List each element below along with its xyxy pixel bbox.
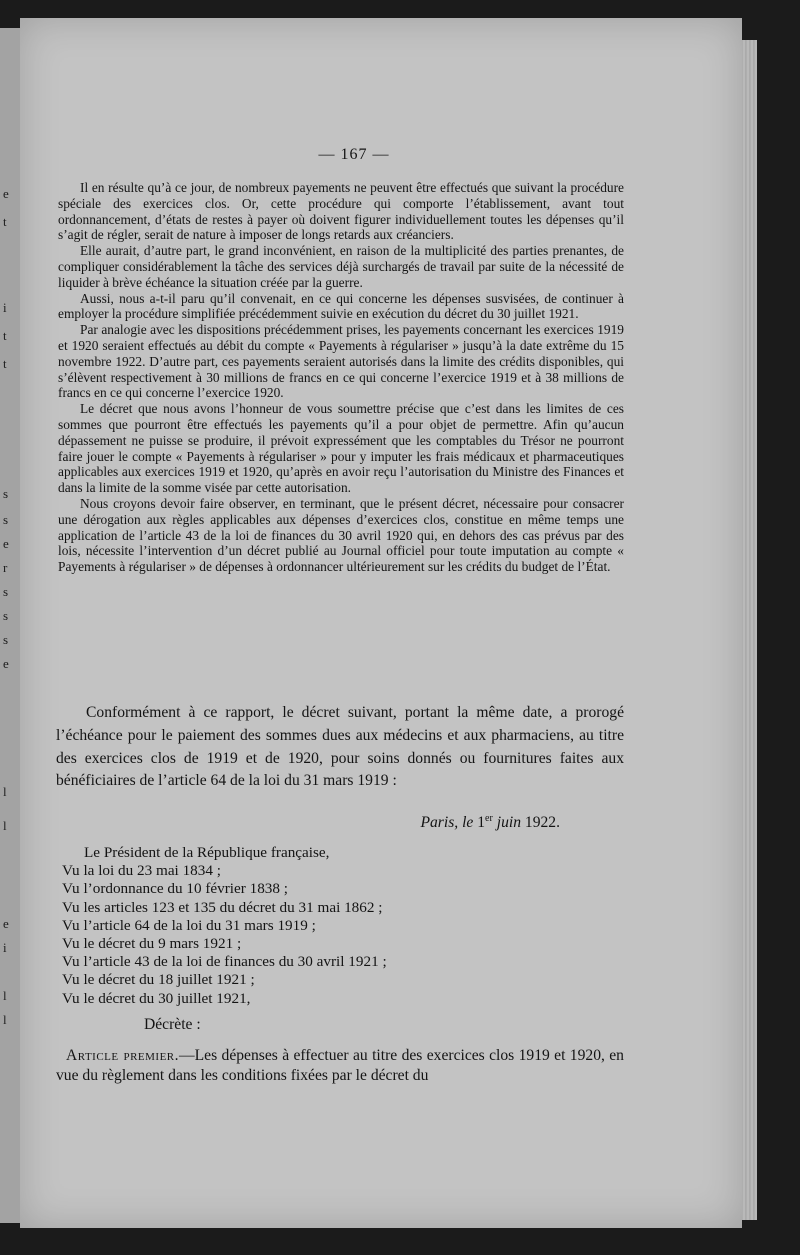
dateline-day: 1	[477, 814, 486, 832]
margin-letter: l	[3, 818, 7, 833]
article-text: —Les dépenses à effectuer au titre des exercices clos 1919 et 1920, en vue du règlement dans les conditions fixées par le décret du	[56, 1047, 624, 1084]
dateline-year: 1922.	[524, 814, 560, 832]
visa-line: Vu l’article 64 de la loi du 31 mars 1919 ;	[62, 916, 316, 934]
page-number: — 167 —	[318, 146, 390, 163]
report-text	[58, 180, 624, 575]
report-paragraph: Par analogie avec les dispositions précédemment prises, les payements concernant les exercices 1919 et 1920 seraient effectués au débit du compte « Payements à régulariser » jusqu’à la date extrême du 15 novembre 1922. D’autre part, ces payements seraient autorisés dans la limite des crédits disponibles, qui s’élèvent respectivement à 30 millions de francs en ce qui concerne l’exercice 1919 et à 38 millions de francs en ce qui concerne l’exercice 1920.	[58, 322, 624, 401]
visa-list	[62, 844, 622, 1008]
visa-line: Vu les articles 123 et 135 du décret du 31 mai 1862 ;	[62, 898, 383, 916]
margin-letter: e	[3, 916, 9, 931]
dateline-month: juin	[496, 814, 521, 832]
decree-introduction	[56, 702, 624, 793]
margin-letter: s	[3, 584, 9, 599]
margin-letter: s	[3, 632, 9, 647]
margin-letter: r	[3, 560, 8, 575]
margin-letter: t	[3, 356, 7, 371]
margin-letter: e	[3, 536, 9, 551]
margin-letter: e	[3, 186, 9, 201]
margin-letter: l	[3, 1012, 7, 1027]
report-paragraph: Il en résulte qu’à ce jour, de nombreux payements ne peuvent être effectués que suivant la procédure spéciale des exercices clos. Or, cette procédure qui comporte l’établissement, avant tout ordonnancement, d’états de restes à payer où doivent figurer individuellement toutes les dépenses qu’il s’agit de régler, serait de nature à imposer de longs retards aux créanciers.	[58, 180, 624, 243]
article-heading: Article premier.	[66, 1047, 180, 1064]
article-first	[56, 1046, 624, 1086]
margin-letter: e	[3, 656, 9, 671]
margin-letter: l	[3, 988, 7, 1003]
margin-letter: s	[3, 512, 9, 527]
dateline	[20, 813, 560, 832]
margin-letter: t	[3, 214, 7, 229]
report-paragraph: Elle aurait, d’autre part, le grand inconvénient, en raison de la multiplicité des parties prenantes, de compliquer considérablement la tâche des services déjà surchargés de travail par suite de la nécessité de liquider à brève échéance la situation créée par la guerre.	[58, 243, 624, 290]
margin-letter: s	[3, 608, 9, 623]
report-paragraph: Nous croyons devoir faire observer, en terminant, que le présent décret, nécessaire pour consacrer une dérogation aux règles applicables aux dépenses d’exercices clos, constitue en même temps une application de l’article 43 de la loi de finances du 30 avril 1920 qui, en dehors des cas prévus par des lois, nécessite l’intervention d’un décret publié au Journal officiel pour toute imputation au compte « Payements à régulariser » de dépenses à ordonnancer ultérieurement sur les crédits du budget de l’État.	[58, 495, 624, 575]
margin-letter: l	[3, 784, 7, 799]
margin-letter: i	[3, 300, 7, 315]
margin-letter: t	[3, 328, 7, 343]
article-paragraph	[56, 1046, 624, 1086]
visa-line: Le Président de la République française,	[84, 844, 330, 861]
visa-line: Vu le décret du 30 juillet 1921,	[62, 989, 251, 1007]
dateline-le: le	[462, 814, 474, 832]
visa-line: Vu la loi du 23 mai 1834 ;	[62, 862, 221, 880]
report-paragraph: Aussi, nous a-t-il paru qu’il convenait, en ce qui concerne les dépenses susvisées, de continuer à employer la procédure simplifiée précédemment suivie en exécution du décret du 30 juillet 1921.	[58, 290, 624, 322]
margin-letter: s	[3, 486, 9, 501]
report-paragraph: Le décret que nous avons l’honneur de vous soumettre précise que c’est dans les limites de ces sommes que pourront être effectués les payements qu’il a pour objet de permettre. Afin qu’aucun dépassement ne puisse se produire, il prévoit expressément que les comptables du Trésor ne pourront faire jouer le compte « Payements à régulariser » pour y imputer les frais médicaux et pharmaceutiques applicables aux exercices 1919 et 1920, qu’après en avoir reçu l’autorisation du Ministre des Finances et dans la limite de la somme visée par cette autorisation.	[58, 401, 624, 496]
document-page	[20, 18, 742, 1228]
decree-intro-paragraph: Conformément à ce rapport, le décret suivant, portant la même date, a prorogé l’échéance pour le paiement des sommes dues aux médecins et aux pharmaciens, au titre des exercices clos de 1919 et de 1920, pour soins donnés ou fournitures faites aux bénéficiaires de l’article 64 de la loi du 31 mars 1919 :	[56, 704, 624, 790]
visa-line: Vu le décret du 9 mars 1921 ;	[62, 935, 242, 953]
visa-line: Vu le décret du 18 juillet 1921 ;	[62, 971, 255, 989]
decrete-heading: Décrète :	[144, 1016, 201, 1033]
visa-line: Vu l’ordonnance du 10 février 1838 ;	[62, 880, 288, 898]
margin-letter: i	[3, 940, 7, 955]
dateline-day-suffix: er	[485, 813, 493, 824]
dateline-place: Paris,	[420, 814, 459, 832]
visa-line: Vu l’article 43 de la loi de finances du 30 avril 1921 ;	[62, 953, 387, 971]
